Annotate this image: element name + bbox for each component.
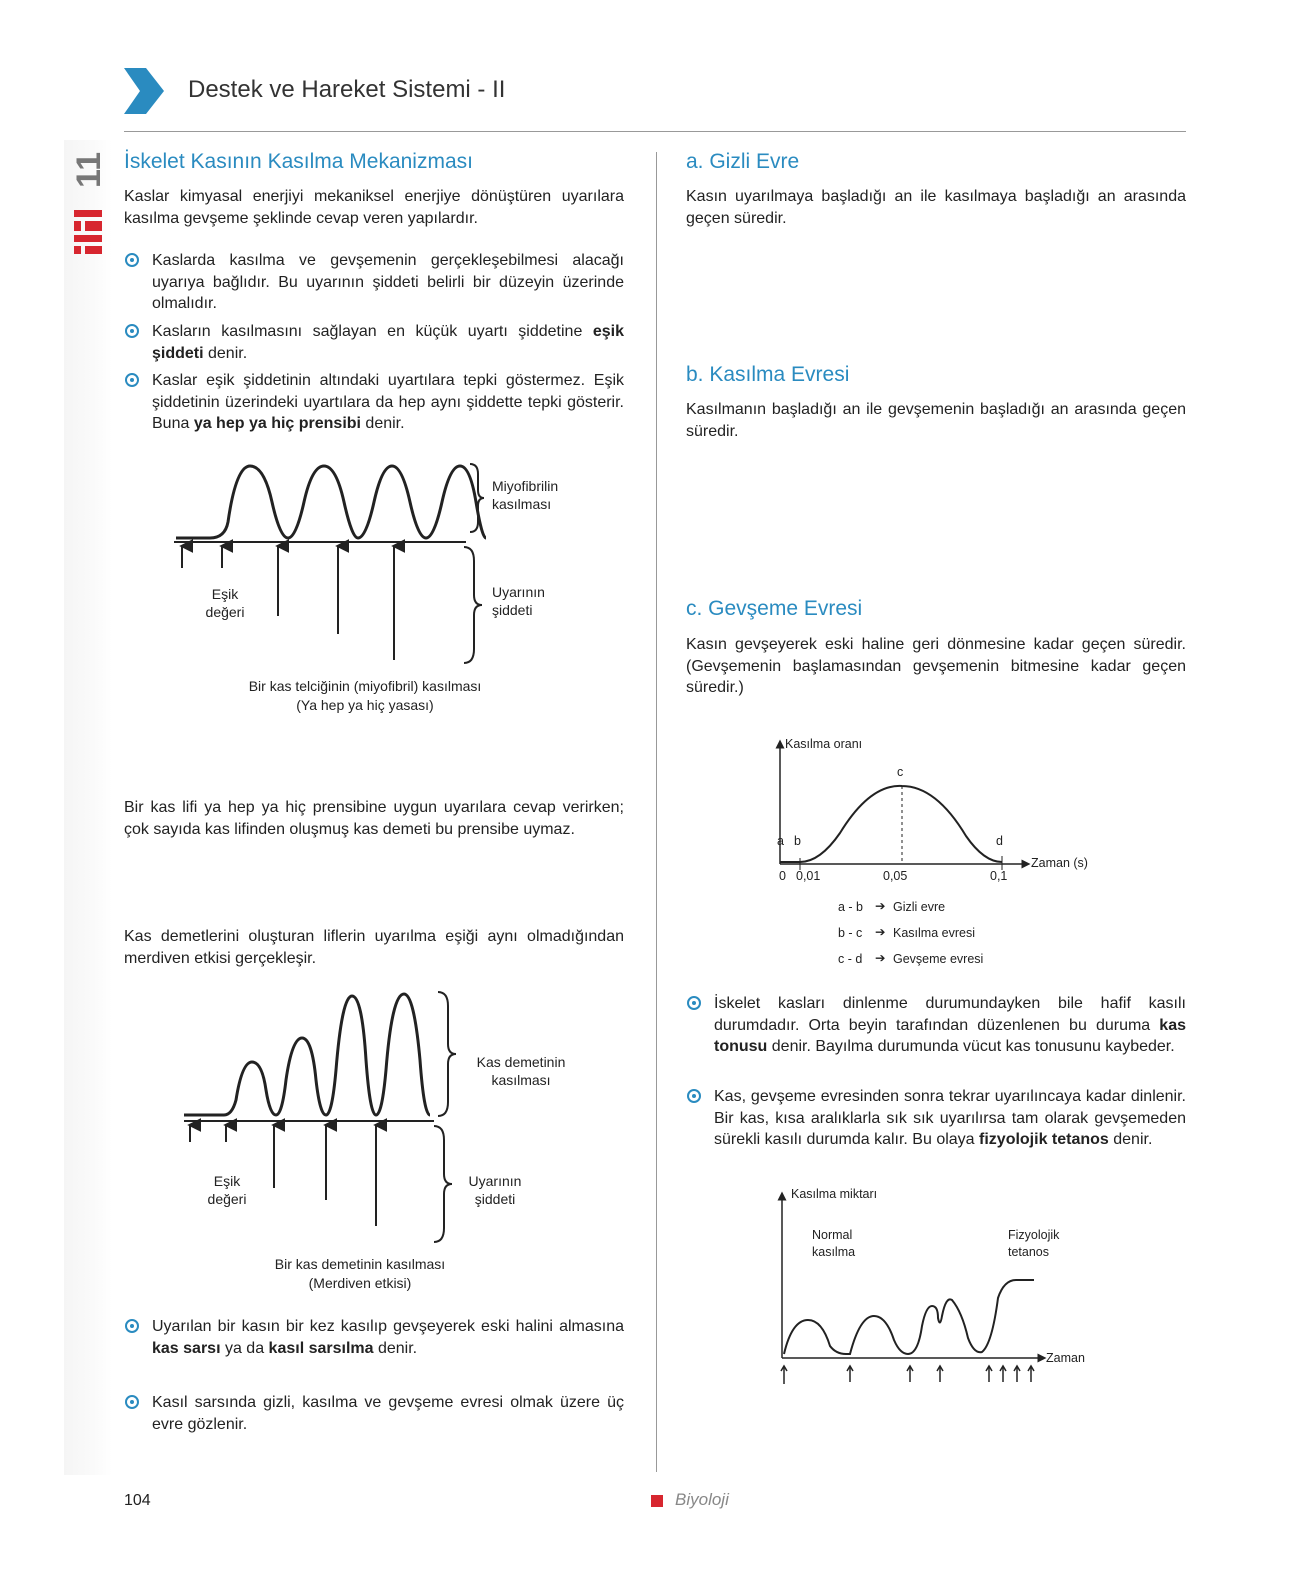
term-twitch: kas sarsı: [152, 1339, 221, 1357]
legend-value: Gizli evre: [893, 900, 946, 914]
bullet-text: Uyarılan bir kasın bir kez kasılıp gevşeyerek eski halini almasına: [152, 1318, 624, 1335]
point-label: c: [897, 765, 904, 779]
subsection-title-b: b. Kasılma Evresi: [686, 363, 850, 386]
brace-icon: [468, 462, 488, 534]
bullet-icon: [125, 1395, 139, 1409]
bullet-icon: [125, 253, 139, 267]
page-number: 104: [124, 1492, 151, 1509]
tick-label: 0: [779, 869, 786, 883]
column-divider: [656, 152, 657, 1472]
chart-x-label: Zaman (s): [1031, 856, 1088, 870]
all-or-none-figure: [170, 462, 490, 682]
brace-label: Uyarının şiddeti: [468, 1173, 522, 1207]
subject-marker-icon: [651, 1495, 663, 1507]
section-title: İskelet Kasının Kasılma Mekanizması: [124, 150, 473, 173]
paragraph: Kasın uyarılmaya başladığı an ile kasılmaya başladığı an arasında geçen süredir.: [686, 188, 1186, 227]
bullet-text: denir.: [203, 344, 248, 362]
arrow-right-icon: ➔: [875, 925, 886, 939]
tetanus-chart: [776, 1188, 1056, 1388]
tetanus-label: Fizyolojik tetanos: [1008, 1228, 1060, 1259]
grade-badge: [64, 150, 112, 260]
tick-label: 0,01: [796, 869, 821, 883]
paragraph: Kasılmanın başladığı an ile gevşemenin başladığı an arasında geçen süredir.: [686, 401, 1186, 440]
bullet-text: Kasıl sarsında gizli, kasılma ve gevşeme evresi olmak üzere üç evre gözlenir.: [152, 1394, 624, 1433]
brace-icon: [462, 545, 486, 665]
brace-label: Kas demetinin kasılması: [476, 1054, 566, 1088]
bullet-text: Kas, gevşeme evresinden sonra tekrar uyarılıncaya kadar dinlenir. Bir kas, kısa aralıklarla sık sık uyarılırsa tam olarak gevşemeden sürekli kasılı durumda kalır. Bu olaya: [714, 1088, 1186, 1148]
intro-paragraph: Kaslar kimyasal enerjiyi mekaniksel enerjiye dönüştüren uyarılara kasılma gevşeme şeklinde cevap veren yapılardır.: [124, 188, 624, 227]
chart-y-label: Kasılma miktarı: [791, 1187, 878, 1201]
figure-caption: (Merdiven etkisi): [308, 1275, 412, 1291]
figure-caption: Bir kas demetinin kasılması: [274, 1256, 446, 1272]
grade-number: 11: [70, 152, 108, 188]
bullet-item: [152, 370, 624, 435]
normal-contraction-label: Normal kasılma: [812, 1228, 856, 1259]
point-label: d: [996, 834, 1003, 848]
subject-name: Biyoloji: [675, 1490, 729, 1509]
term-all-or-none: ya hep ya hiç prensibi: [193, 415, 361, 432]
threshold-label: Eşik değeri: [207, 1173, 247, 1207]
paragraph: Kas demetlerini oluşturan liflerin uyarılma eşiği aynı olmadığından merdiven etkisi gerçekleşir.: [124, 928, 624, 967]
bullet-text: İskelet kasları dinlenme durumundayken bile hafif kasılı durumdadır. Orta beyin tarafından düzenlenen bu duruma: [714, 995, 1186, 1034]
bullet-icon: [125, 1319, 139, 1333]
chart-y-label: Kasılma oranı: [785, 737, 863, 751]
brace-label: Miyofibrilin kasılması: [492, 478, 559, 512]
term-threshold: eşik şiddeti: [152, 323, 624, 362]
figure-caption: Bir kas telciğinin (miyofibril) kasılması: [248, 678, 482, 694]
bullet-item: [152, 250, 624, 315]
legend-key: b - c: [838, 926, 863, 940]
bullet-item: [714, 1086, 1186, 1151]
term-twitch-alt: kasıl sarsılma: [268, 1339, 374, 1357]
bullet-text: ya da: [220, 1339, 269, 1357]
bullet-item: [152, 1392, 624, 1435]
arrow-right-icon: ➔: [875, 951, 886, 965]
arrow-right-icon: ➔: [875, 899, 886, 913]
paragraph: Kasın gevşeyerek eski haline geri dönmesine kadar geçen süredir. (Gevşemenin başlamasından gevşemenin bitmesine kadar geçen süredir.): [686, 636, 1186, 696]
tick-label: 0,05: [883, 869, 908, 883]
tick-label: 0,1: [990, 869, 1008, 883]
figure-caption: (Ya hep ya hiç yasası): [296, 697, 434, 713]
legend-value: Gevşeme evresi: [893, 952, 984, 966]
header-arrow-icon: [124, 68, 166, 114]
bullet-item: [152, 321, 624, 364]
logo-icon: [72, 208, 104, 256]
bullet-text: denir. Bayılma durumunda vücut kas tonusunu kaybeder.: [767, 1038, 1175, 1055]
paragraph: Bir kas lifi ya hep ya hiç prensibine uygun uyarılara cevap verirken; çok sayıda kas lifinden oluşmuş kas demeti bu prensibe uymaz.: [124, 799, 624, 838]
bullet-text: Kaslar eşik şiddetinin altındaki uyartılara tepki göstermez. Eşik şiddetinin üzerindeki uyartılara da hep aynı şiddette tepki gösterir. Buna: [152, 372, 624, 432]
term-muscle-tone: kas tonusu: [714, 1016, 1186, 1055]
point-label: b: [794, 834, 801, 848]
bullet-icon: [687, 1089, 701, 1103]
bullet-icon: [125, 324, 139, 338]
legend-value: Kasılma evresi: [893, 926, 975, 940]
bullet-text: denir.: [373, 1339, 418, 1357]
legend-key: c - d: [838, 952, 863, 966]
subsection-title-c: c. Gevşeme Evresi: [686, 597, 863, 620]
brace-icon: [436, 990, 460, 1118]
bullet-icon: [125, 373, 139, 387]
chapter-title: Destek ve Hareket Sistemi - II: [188, 76, 506, 103]
bullet-text: Kasların kasılmasını sağlayan en küçük uyartı şiddetine: [152, 323, 593, 340]
point-label: a: [777, 834, 784, 848]
bullet-item: [152, 1316, 624, 1359]
chart-x-label: Zaman: [1046, 1351, 1085, 1365]
header-divider: [124, 131, 1186, 132]
legend-key: a - b: [838, 900, 864, 914]
subsection-title-a: a. Gizli Evre: [686, 150, 800, 173]
bullet-item: [714, 993, 1186, 1058]
bullet-icon: [687, 996, 701, 1010]
brace-label: Uyarının şiddeti: [492, 584, 545, 618]
bullet-text: denir.: [1108, 1131, 1153, 1148]
brace-icon: [432, 1124, 456, 1244]
bullet-text: denir.: [360, 415, 405, 432]
term-tetanus: fizyolojik tetanos: [979, 1131, 1109, 1148]
threshold-label: Eşik değeri: [205, 586, 245, 620]
bullet-text: Kaslarda kasılma ve gevşemenin gerçekleşebilmesi alacağı uyarıya bağlıdır. Bu uyarının şiddeti belirli bir düzeyin üzerinde olmalıdır.: [152, 252, 624, 312]
side-strip: [64, 140, 112, 1475]
